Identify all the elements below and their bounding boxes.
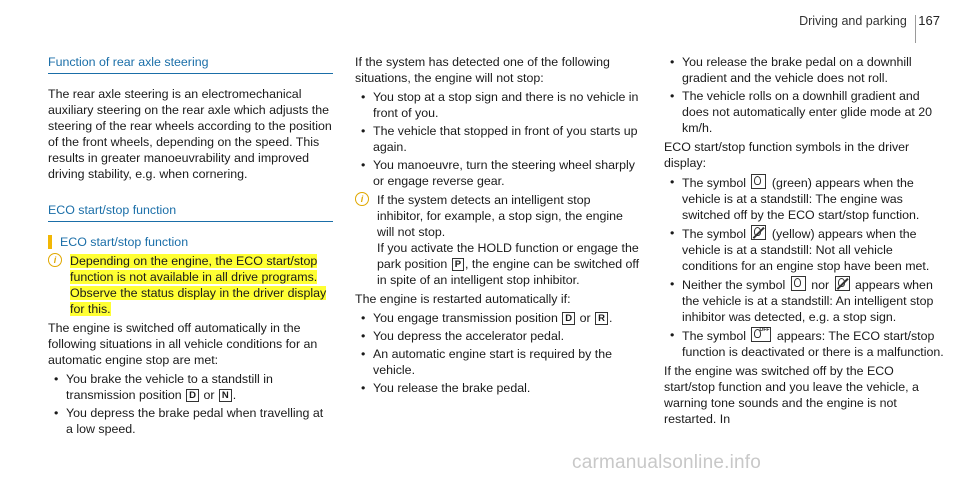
column-2 [355,54,640,399]
restart-list-continued [664,54,944,136]
header-title: Driving and parking [799,14,907,28]
list-item: • You brake the vehicle to a standstill in transmission position D or N . [48,371,333,403]
info-icon: i [48,253,62,267]
gear-r-icon: R [595,312,608,325]
restart-list [355,310,640,396]
list-item: • An automatic engine start is required by the vehicle. [355,346,640,378]
note-line-2: If you activate the HOLD function or engage the park position P , the engine can be switched off in spite of an intelligent stop inhibitor. [377,241,640,287]
list-item: • The vehicle that stopped in front of you starts up again. [355,123,640,155]
list-item: • You release the brake pedal. [355,380,640,396]
note-text: Depending on the engine, the ECO start/stop function is not available in all drive programs. Observe the status display in the driver display for this. [70,254,327,316]
no-stop-paragraph: If the system has detected one of the following situations, the engine will not stop: [355,55,610,85]
auto-off-paragraph: The engine is switched off automatically in the following situations in all vehicle conditions for an automatic engine stop are met: [48,321,318,367]
info-icon: i [355,192,369,206]
header-divider [915,15,916,43]
subheading-eco [48,234,333,250]
list-item: • You depress the brake pedal when travelling at a low speed. [48,405,333,437]
heading-eco-start-stop: ECO start/stop function [48,202,333,222]
page-number: 167 [918,13,940,28]
note-stop-inhibitor [355,192,640,288]
eco-start-stop-crossed-icon [835,276,850,291]
auto-off-list [48,371,333,437]
no-stop-list [355,89,640,189]
list-item: • You release the brake pedal on a downhill gradient and the vehicle does not roll. [664,54,944,86]
list-item: • You depress the accelerator pedal. [355,328,640,344]
list-item: • You engage transmission position D or R . [355,310,640,326]
subheading-accent-bar [48,235,52,249]
symbols-list [664,174,944,360]
column-1 [48,54,333,440]
eco-start-stop-crossed-icon [751,225,766,240]
list-item: • You stop at a stop sign and there is no vehicle in front of you. [355,89,640,121]
eco-start-stop-off-icon: OFF [751,327,771,342]
page-header [799,13,940,28]
rear-axle-paragraph: The rear axle steering is an electromechanical auxiliary steering on the rear axle which adjusts the steering of the rear wheels according to the position of the front wheels, depending on the speed. This results in greater manoeuvrability and improved driving stability, e.g. when cornering. [48,87,332,181]
list-item: • The vehicle rolls on a downhill gradient and does not automatically enter glide mode at 20 km/h. [664,88,944,136]
note-line-1: If the system detects an intelligent stop inhibitor, for example, a stop sign, the engine will not stop. [377,193,623,239]
eco-start-stop-icon [751,174,766,189]
watermark: carmanualsonline.info [572,452,762,473]
note-drive-programs [48,253,333,317]
list-item: • The symbol (green) appears when the vehicle is at a standstill: The engine was switched off by the ECO start/stop function. [664,174,944,223]
list-item: • Neither the symbol nor appears when the vehicle is at a standstill: An intelligent stop inhibitor was detected, e.g. a stop sign. [664,276,944,325]
gear-d-icon: D [186,389,199,402]
gear-p-icon: P [452,258,464,271]
list-item: • You manoeuvre, turn the steering wheel sharply or engage reverse gear. [355,157,640,189]
list-item: • The symbol OFF appears: The ECO start/stop function is deactivated or there is a malfunction. [664,327,944,360]
heading-rear-axle-steering: Function of rear axle steering [48,54,333,74]
symbols-paragraph: ECO start/stop function symbols in the driver display: [664,140,910,170]
eco-start-stop-icon [791,276,806,291]
gear-d-icon: D [562,312,575,325]
column-3 [664,54,944,430]
restart-paragraph: The engine is restarted automatically if: [355,292,571,306]
list-item: • The symbol (yellow) appears when the vehicle is at a standstill: Not all vehicle conditions for an engine stop have been met. [664,225,944,274]
subheading-label: ECO start/stop function [60,235,189,249]
warning-paragraph: If the engine was switched off by the ECO start/stop function and you leave the vehicle, a warning tone sounds and the engine is not restarted. In [664,364,919,426]
gear-n-icon: N [219,389,232,402]
